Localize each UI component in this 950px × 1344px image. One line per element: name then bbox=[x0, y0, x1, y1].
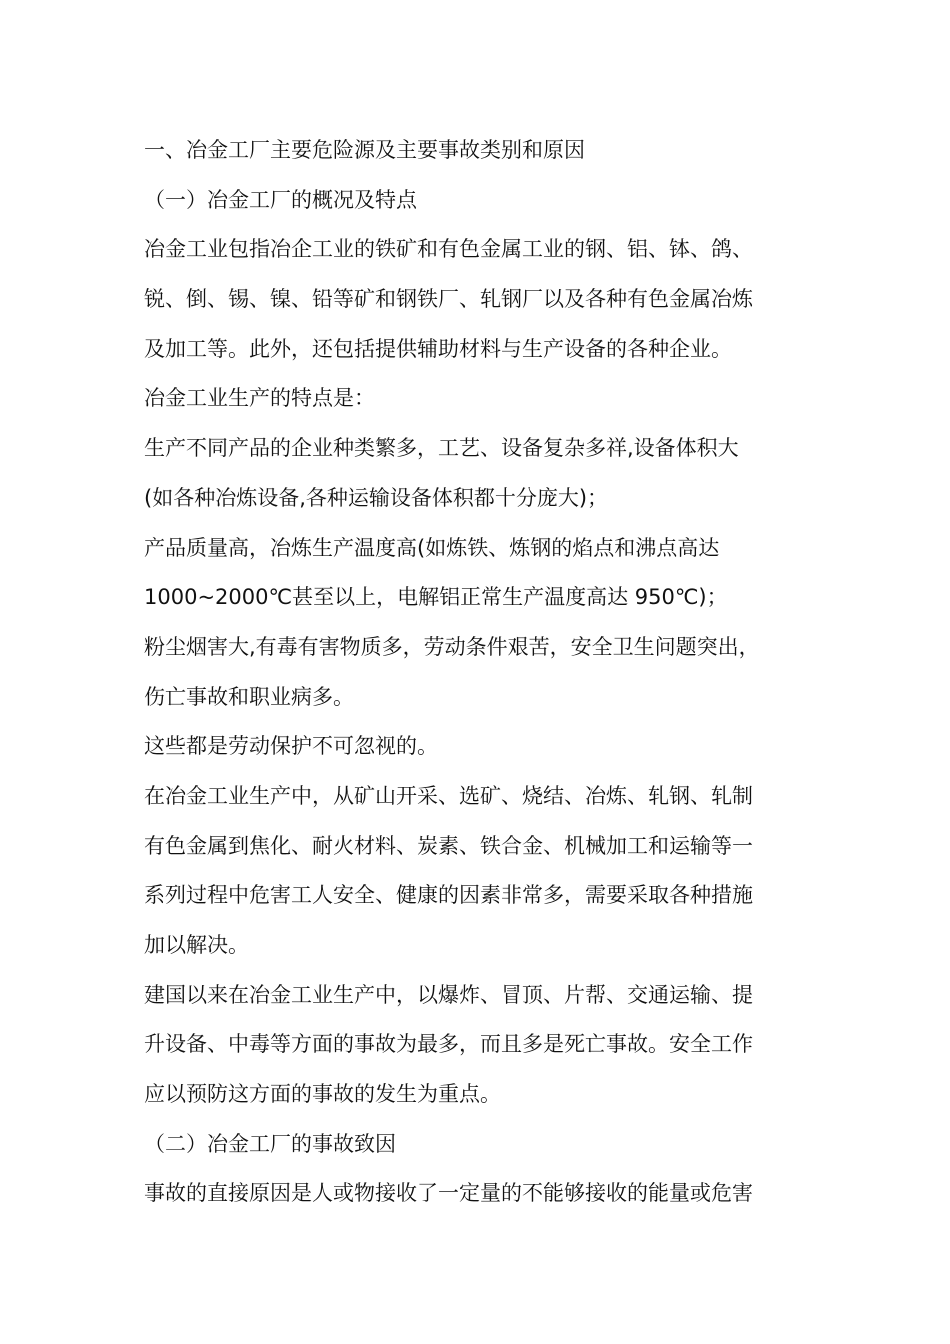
paragraph-line: 冶金工业包指冶企工业的铁矿和有色金属工业的钢、铝、钵、鸽、 bbox=[144, 237, 753, 262]
paragraph-line: 锐、倒、锡、镍、铅等矿和钢铁厂、轧钢厂以及各种有色金属冶炼 bbox=[144, 287, 753, 312]
paragraph-line: 粉尘烟害大,有毒有害物质多，劳动条件艰苦，安全卫生问题突出， bbox=[144, 634, 760, 659]
paragraph-line: 加以解决。 bbox=[144, 933, 249, 957]
section-heading: 一、冶金工厂主要危险源及主要事故类别和原因 bbox=[144, 138, 585, 162]
paragraph-line: 及加工等。此外，还包括提供辅助材料与生产设备的各种企业。 bbox=[144, 336, 732, 361]
paragraph-line: 这些都是劳动保护不可忽视的。 bbox=[144, 734, 438, 759]
paragraph-line: 1000~2000℃甚至以上，电解铝正常生产温度高达 950℃)； bbox=[144, 585, 728, 610]
paragraph-line: 冶金工业生产的特点是： bbox=[144, 386, 375, 411]
subsection-heading: （二）冶金工厂的事故致因 bbox=[144, 1131, 396, 1156]
paragraph-line: 应以预防这方面的事故的发生为重点。 bbox=[144, 1082, 501, 1107]
paragraph-line: 生产不同产品的企业种类繁多，工艺、设备复杂多祥,设备体积大 bbox=[144, 436, 739, 461]
paragraph-line: 伤亡事故和职业病多。 bbox=[144, 684, 354, 709]
paragraph-line: (如各种冶炼设备,各种运输设备体积都十分庞大)； bbox=[144, 485, 609, 510]
paragraph-line: 产品质量高，冶炼生产温度高(如炼铁、炼钢的焰点和沸点高达 bbox=[144, 535, 720, 560]
paragraph-line: 事故的直接原因是人或物接收了一定量的不能够接收的能量或危害 bbox=[144, 1181, 753, 1206]
document-body bbox=[144, 126, 824, 1219]
paragraph-line: 在冶金工业生产中，从矿山开采、选矿、烧结、冶炼、轧钢、轧制 bbox=[144, 783, 753, 808]
subsection-heading: （一）冶金工厂的概况及特点 bbox=[144, 187, 417, 212]
paragraph-line: 建国以来在冶金工业生产中，以爆炸、冒顶、片帮、交通运输、提 bbox=[144, 982, 753, 1007]
paragraph-line: 系列过程中危害工人安全、健康的因素非常多，需要采取各种措施 bbox=[144, 883, 753, 908]
paragraph-line: 有色金属到焦化、耐火材料、炭素、铁合金、机械加工和运输等一 bbox=[144, 833, 753, 858]
paragraph-line: 升设备、中毒等方面的事故为最多，而且多是死亡事故。安全工作 bbox=[144, 1032, 753, 1057]
